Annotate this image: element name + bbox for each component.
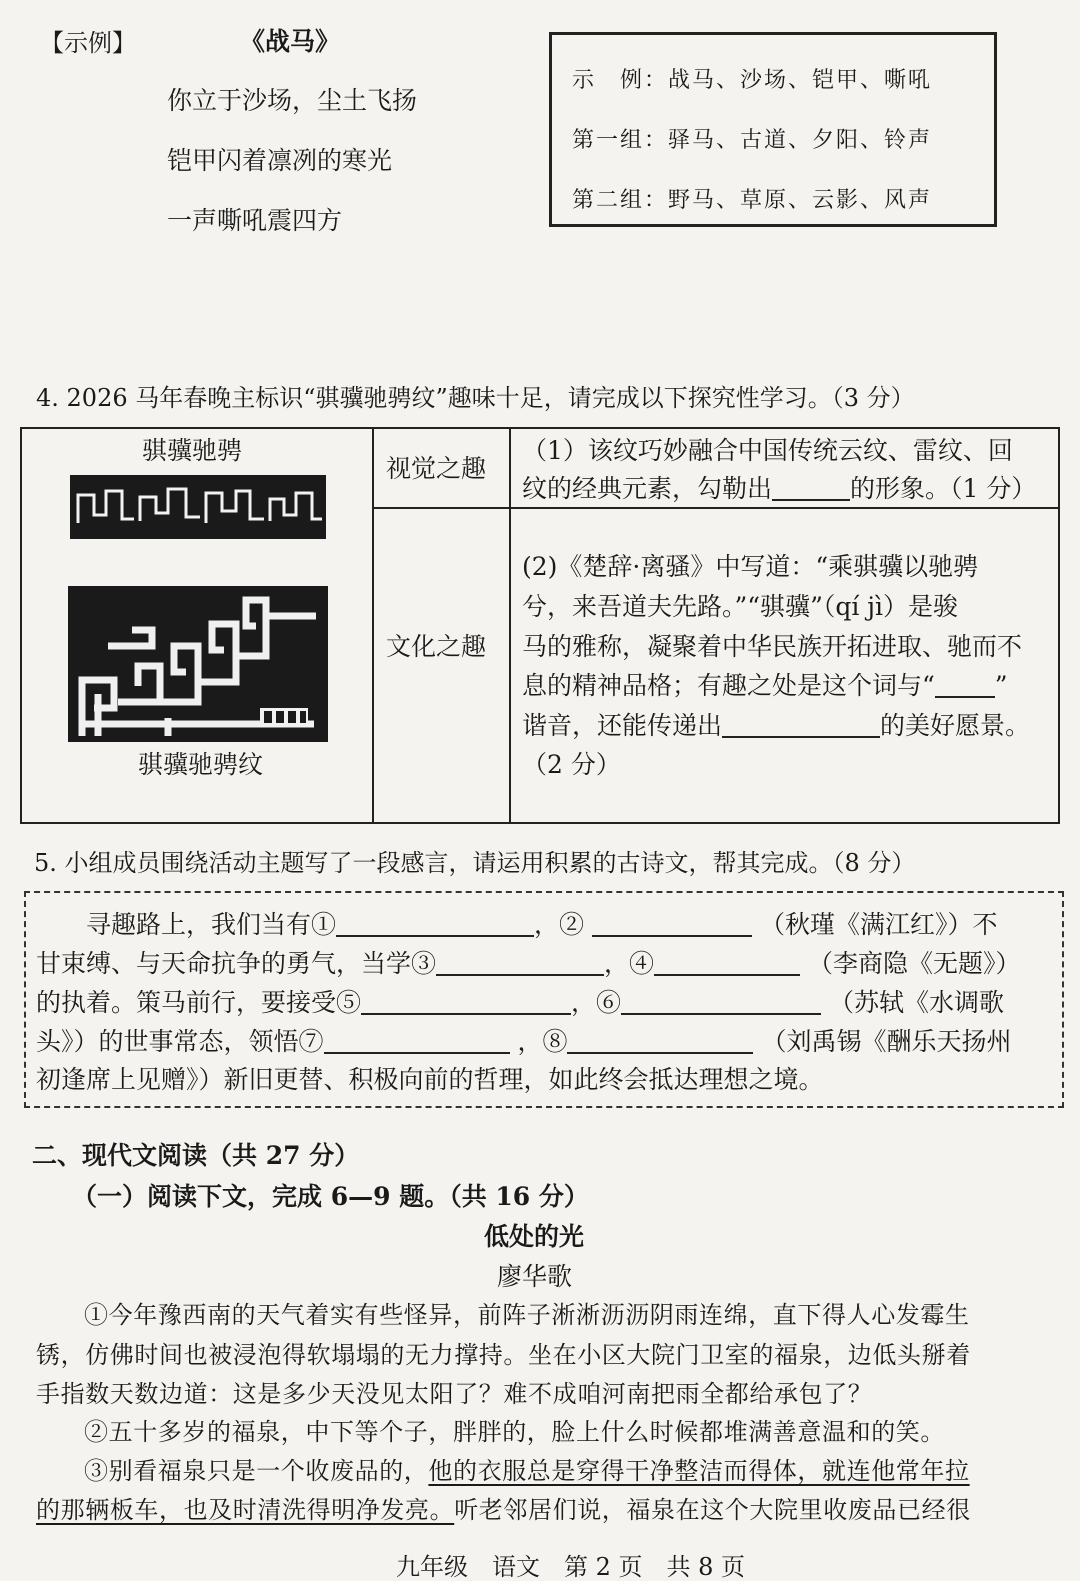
example-line-3: 一声嘶吼震四方 [167, 206, 343, 235]
page-footer: 九年级 语文 第 2 页 共 8 页 [396, 1553, 746, 1581]
row2-line-4: 息的精神品格；有趣之处是这个词与“ ” [522, 671, 1008, 700]
answer-blank[interactable] [722, 712, 880, 738]
answer-blank-1[interactable] [336, 911, 534, 937]
answer-blank-4[interactable] [654, 950, 800, 976]
underlined-sentence: 的那辆板车，也及时清洗得明净发亮。 [36, 1496, 455, 1524]
article-title: 低处的光 [484, 1222, 585, 1251]
answer-blank-3[interactable] [436, 950, 604, 976]
row1-line-1: （1）该纹巧妙融合中国传统云纹、雷纹、回 [522, 436, 1013, 465]
paragraph-1-line-1: ①今年豫西南的天气着实有些怪异，前阵子淅淅沥沥阴雨连绵，直下得人心发霉生 [84, 1301, 970, 1329]
answer-blank[interactable] [935, 672, 995, 698]
q5-passage-box [24, 891, 1064, 1108]
paragraph-3-line-1: ③别看福泉只是一个收废品的，他的衣服总是穿得干净整洁而得体，就连他常年拉 [84, 1457, 970, 1485]
row-label-visual: 视觉之趣 [386, 454, 487, 483]
word-row-group-2: 第二组：野马、草原、云影、风声 [572, 188, 933, 213]
answer-blank[interactable] [772, 475, 850, 501]
row-label-culture: 文化之趣 [386, 632, 487, 661]
q5-line-5: 初逢席上见赠》）新旧更替、积极向前的哲理，如此终会抵达理想之境。 [36, 1065, 824, 1094]
q5-line-2: 甘束缚、与天命抗争的勇气，当学③ ，④ （李商隐《无题》） [36, 949, 1021, 978]
answer-blank-5[interactable] [361, 989, 571, 1015]
answer-blank-7[interactable] [324, 1028, 510, 1054]
paragraph-3-line-2: 的那辆板车，也及时清洗得明净发亮。听老邻居们说，福泉在这个大院里收废品已经很 [36, 1496, 971, 1524]
article-author: 廖华歌 [497, 1262, 573, 1291]
image-bottom-caption: 骐骥驰骋纹 [138, 750, 264, 779]
subsection-heading: （一）阅读下文，完成 6—9 题。（共 16 分） [72, 1182, 589, 1211]
q5-question: 5. 小组成员围绕活动主题写了一段感言，请运用积累的古诗文，帮其完成。（8 分） [34, 849, 916, 877]
word-group-box [549, 32, 997, 227]
motif-strip-image [70, 475, 326, 539]
q4-table [20, 427, 1060, 824]
example-label: 【示例】 [40, 29, 136, 57]
underlined-sentence: 他的衣服总是穿得干净整洁而得体，就连他常年拉 [428, 1457, 970, 1485]
row2-score: （2 分） [522, 750, 621, 779]
q5-line-1: 寻趣路上，我们当有① ，② （秋瑾《满江红》）不 [86, 910, 998, 939]
motif-pattern-image [68, 586, 328, 742]
row2-line-5: 谐音，还能传递出 的美好愿景。 [522, 711, 1031, 740]
row2-line-2: 兮，来吾道夫先路。”“骐骥”（qí jì）是骏 [522, 592, 959, 621]
answer-blank-6[interactable] [621, 989, 821, 1015]
image-top-caption: 骐骥驰骋 [142, 436, 243, 465]
row1-line-2: 纹的经典元素，勾勒出 的形象。（1 分） [522, 474, 1037, 503]
example-line-1: 你立于沙场，尘土飞扬 [167, 86, 418, 115]
word-row-group-1: 第一组：驿马、古道、夕阳、铃声 [572, 128, 933, 153]
paragraph-1-line-3: 手指数天数边道：这是多少天没见太阳了？难不成咱河南把雨全都给承包了？ [36, 1380, 873, 1408]
word-row-example: 示 例：战马、沙场、铠甲、嘶吼 [572, 68, 933, 93]
paragraph-2: ②五十多岁的福泉，中下等个子，胖胖的，脸上什么时候都堆满善意温和的笑。 [84, 1418, 945, 1446]
q5-line-4: 头》）的世事常态，领悟⑦ ，⑧ （刘禹锡《酬乐天扬州 [36, 1027, 1012, 1056]
q5-line-3: 的执着。策马前行，要接受⑤ ，⑥ （苏轼《水调歌 [36, 988, 1004, 1017]
example-line-2: 铠甲闪着凛冽的寒光 [167, 146, 393, 175]
q4-question: 4. 2026 马年春晚主标识“骐骥驰骋纹”趣味十足，请完成以下探究性学习。（3 分） [36, 384, 915, 412]
answer-blank-2[interactable] [592, 911, 752, 937]
section-heading: 二、现代文阅读（共 27 分） [32, 1141, 360, 1170]
example-title: 《战马》 [240, 27, 341, 56]
answer-blank-8[interactable] [567, 1028, 753, 1054]
paragraph-1-line-2: 锈，仿佛时间也被浸泡得软塌塌的无力撑持。坐在小区大院门卫室的福泉，边低头掰着 [36, 1341, 971, 1369]
row2-line-1: (2)《楚辞·离骚》中写道：“乘骐骥以驰骋 [522, 552, 979, 581]
table-divider [509, 429, 511, 822]
row2-line-3: 马的雅称，凝聚着中华民族开拓进取、驰而不 [522, 632, 1023, 661]
table-divider [372, 429, 374, 822]
